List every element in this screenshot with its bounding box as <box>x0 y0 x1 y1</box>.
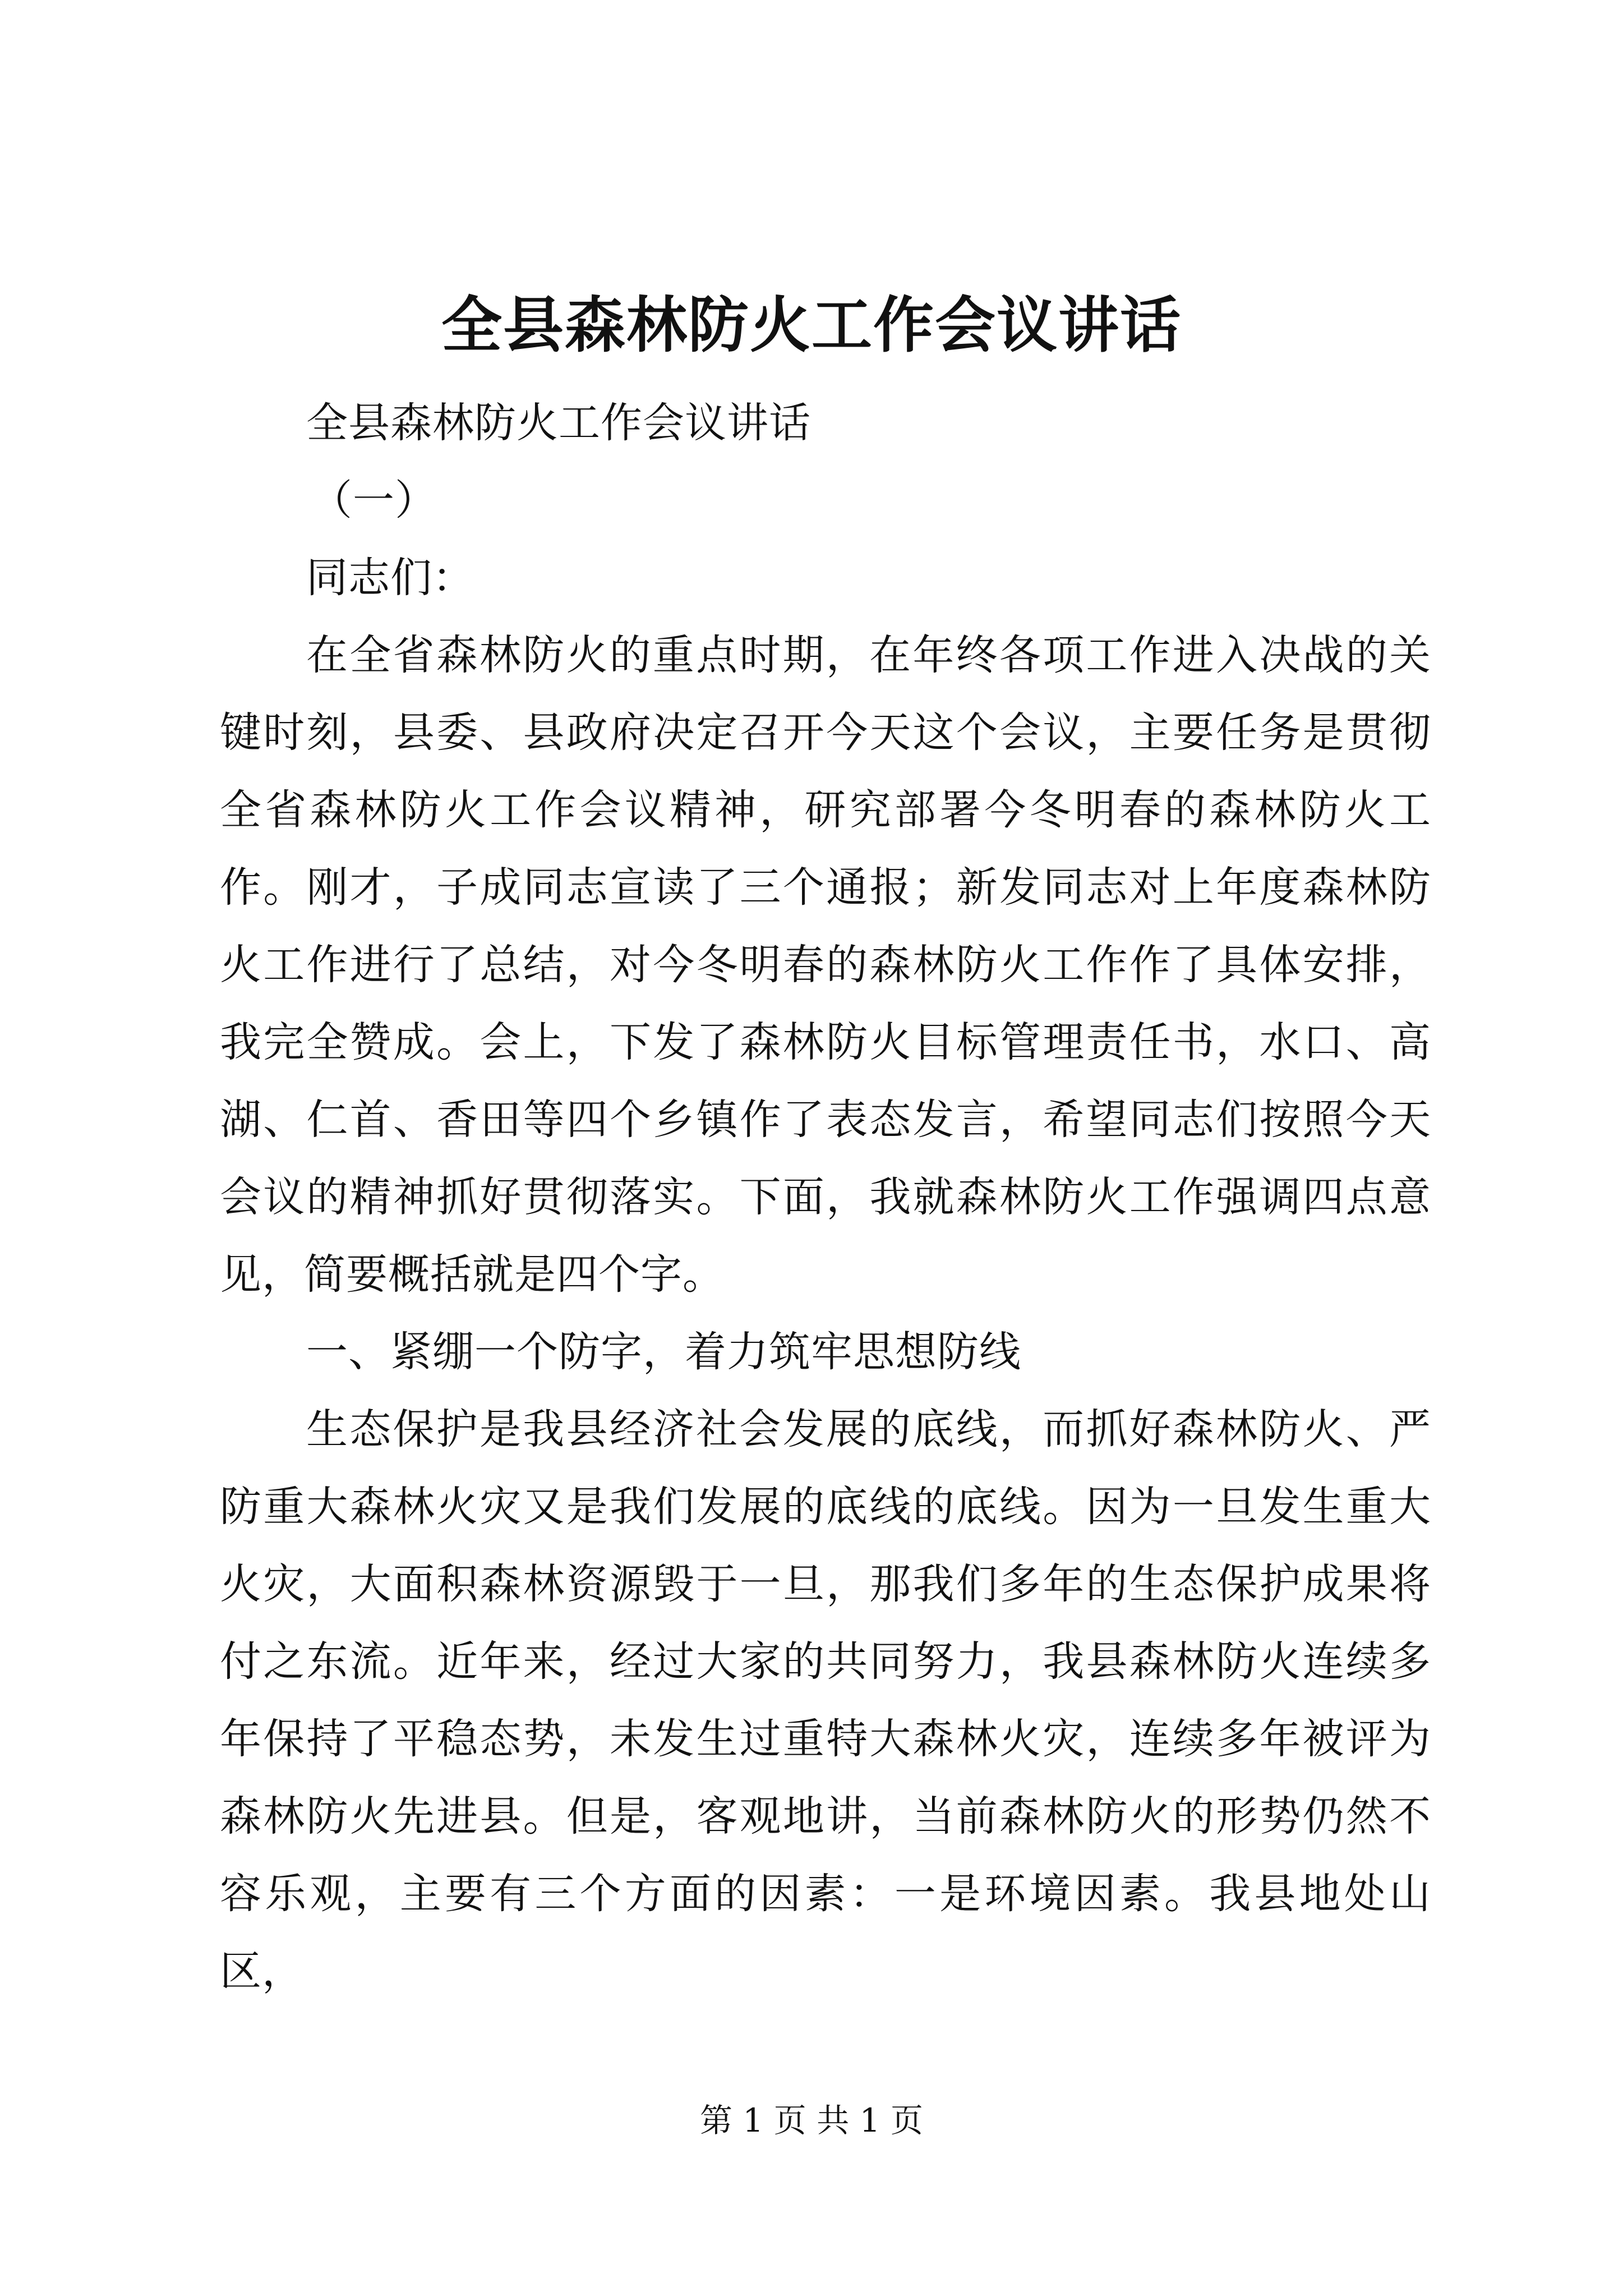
document-body <box>220 384 1431 2010</box>
paragraph-intro: 在全省森林防火的重点时期，在年终各项工作进入决战的关键时刻，县委、县政府决定召开今天这个会议，主要任务是贯彻全省森林防火工作会议精神，研究部署今冬明春的森林防火工作。刚才，子成同志宣读了三个通报；新发同志对上年度森林防火工作进行了总结，对今冬明春的森林防火工作作了具体安排，我完全赞成。会上，下发了森林防火目标管理责任书，水口、高湖、仁首、香田等四个乡镇作了表态发言，希望同志们按照今天会议的精神抓好贯彻落实。下面，我就森林防火工作强调四点意见，简要概括就是四个字。 <box>220 631 1431 1299</box>
page-footer: 第 1 页 共 1 页 <box>700 2101 923 2139</box>
paragraph-salutation: 同志们： <box>306 554 474 602</box>
paragraph-section-number: （一） <box>311 476 437 524</box>
document-title: 全县森林防火工作会议讲话 <box>441 290 1182 361</box>
paragraph-ecology: 生态保护是我县经济社会发展的底线，而抓好森林防火、严防重大森林火灾又是我们发展的底线的底线。因为一旦发生重大火灾，大面积森林资源毁于一旦，那我们多年的生态保护成果将付之东流。近年来，经过大家的共同努力，我县森林防火连续多年保持了平稳态势，未发生过重特大森林火灾，连续多年被评为森林防火先进县。但是，客观地讲，当前森林防火的形势仍然不容乐观，主要有三个方面的因素：一是环境因素。我县地处山区， <box>220 1405 1431 1995</box>
paragraph-heading-one: 一、紧绷一个防字，着力筑牢思想防线 <box>306 1328 1021 1376</box>
paragraph-subtitle: 全县森林防火工作会议讲话 <box>306 399 811 447</box>
